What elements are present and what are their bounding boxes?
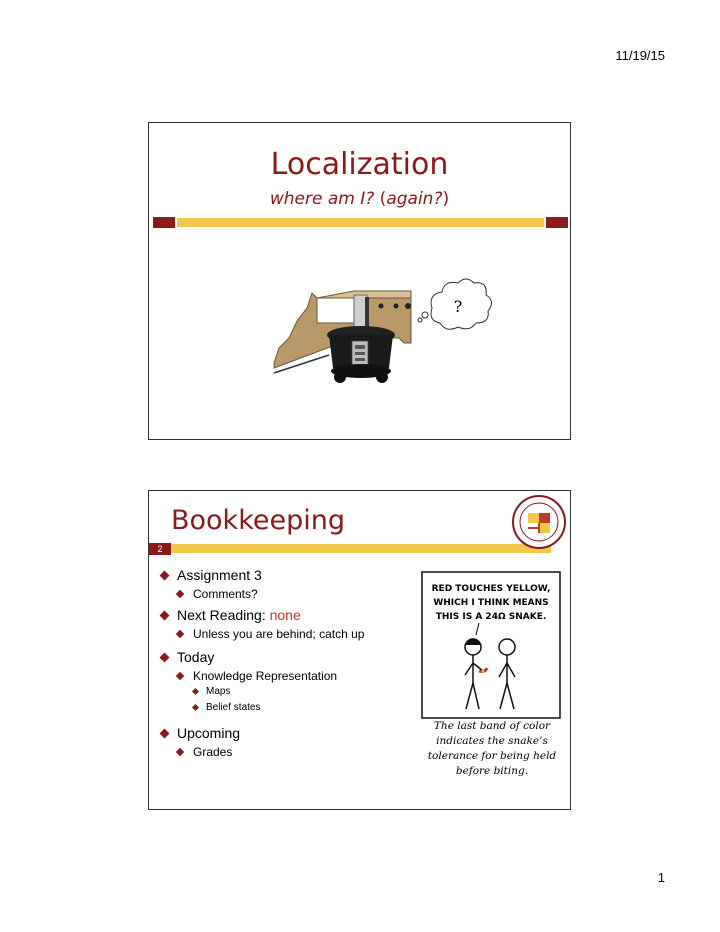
comic-panel: [421, 571, 561, 719]
bullet-item: Grades: [177, 745, 411, 759]
bullet-item: Upcoming Grades: [161, 725, 411, 759]
bullet-list: [161, 567, 411, 763]
university-seal-icon: [511, 494, 567, 550]
bullet-item: Belief states: [193, 702, 411, 713]
slide-title: Localization: [270, 147, 449, 182]
page-number: 1: [657, 870, 665, 885]
bullet-item: Knowledge Representation Maps Belief states: [177, 669, 411, 713]
robot-illustration: [149, 123, 572, 441]
bullet-item: Comments?: [177, 587, 411, 601]
comic-caption: The last band of color indicates the snake’s tolerance for being held before biting.: [427, 720, 557, 777]
thought-question: ?: [453, 297, 463, 316]
slide-title: Bookkeeping: [171, 505, 345, 536]
bullet-item: Assignment 3 Comments?: [161, 567, 411, 601]
title-bar: [171, 544, 551, 553]
bullet-item: Next Reading: none Unless you are behind; catch up: [161, 607, 411, 641]
bullet-item: Maps: [193, 686, 411, 697]
comic-text-line-3: THIS IS A 24Ω SNAKE.: [435, 612, 547, 622]
slide-localization: [148, 122, 571, 440]
bullet-item: Today Knowledge Representation Maps Belief states: [161, 649, 411, 713]
bullet-item: Unless you are behind; catch up: [177, 627, 411, 641]
comic-text-line-2: WHICH I THINK MEANS: [433, 598, 549, 608]
comic-text-line-1: RED TOUCHES YELLOW,: [431, 584, 551, 594]
page-date: 11/19/15: [615, 48, 665, 63]
slide-number: 2: [149, 543, 171, 555]
slide-subtitle: where am I? (again?): [269, 189, 450, 209]
slide-bookkeeping: [148, 490, 571, 810]
